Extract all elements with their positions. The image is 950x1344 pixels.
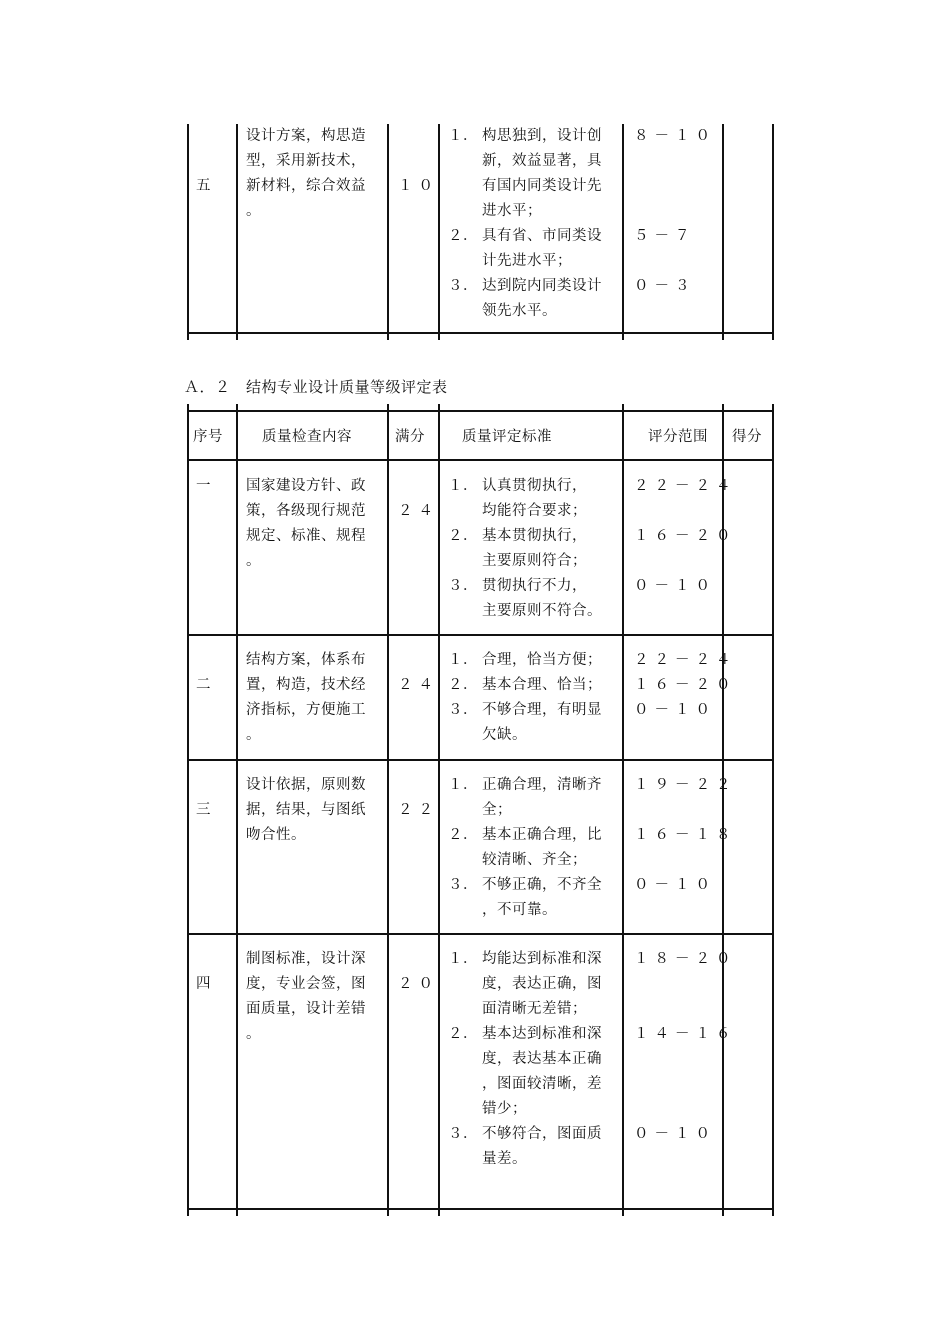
criterion-line: 主要原则不符合。 bbox=[482, 603, 602, 619]
score-range: １９－２２ bbox=[634, 777, 737, 793]
criterion-line: 主要原则符合； bbox=[482, 553, 587, 569]
content-line: 设计依据，原则数 bbox=[246, 777, 366, 793]
full-score: ２４ bbox=[398, 677, 439, 693]
criterion-line: 具有省、市同类设 bbox=[482, 228, 602, 244]
criterion-line: 贯彻执行不力， bbox=[482, 578, 587, 594]
criterion-number: ２． bbox=[448, 528, 478, 544]
criterion-line: 有国内同类设计先 bbox=[482, 178, 602, 194]
rule-tick bbox=[387, 326, 389, 340]
section-title: Ａ．２ 结构专业设计质量等级评定表 bbox=[184, 378, 448, 396]
criterion-number: ３． bbox=[448, 578, 478, 594]
score-range: １８－２０ bbox=[634, 951, 737, 967]
criterion-line: 全； bbox=[482, 802, 512, 818]
full-score: ２２ bbox=[398, 802, 439, 818]
criterion-line: 计先进水平； bbox=[482, 253, 572, 269]
column-rule bbox=[236, 124, 238, 340]
criterion-number: ３． bbox=[448, 278, 478, 294]
criterion-number: １． bbox=[448, 478, 478, 494]
content-line: 设计方案，构思造 bbox=[246, 128, 366, 144]
row-sequence: 二 bbox=[196, 677, 211, 693]
rule-tick bbox=[772, 326, 774, 340]
criterion-line: 度，表达正确，图 bbox=[482, 976, 602, 992]
content-line: 据，结果，与图纸 bbox=[246, 802, 366, 818]
row-bottom-rule bbox=[187, 933, 774, 935]
criterion-line: 新，效益显著，具 bbox=[482, 153, 602, 169]
criterion-number: ２． bbox=[448, 1026, 478, 1042]
criterion-line: 面清晰无差错； bbox=[482, 1001, 587, 1017]
rule-tick bbox=[622, 326, 624, 340]
criterion-number: １． bbox=[448, 777, 478, 793]
score-range: ８－１０ bbox=[634, 128, 716, 144]
score-range: １６－２０ bbox=[634, 528, 737, 544]
content-line: 制图标准，设计深 bbox=[246, 951, 366, 967]
header-score: 得分 bbox=[732, 429, 762, 445]
row-sequence: 四 bbox=[196, 976, 211, 992]
column-rule bbox=[187, 124, 189, 340]
score-range: ０－１０ bbox=[634, 877, 716, 893]
criterion-line: 不够合理，有明显 bbox=[482, 702, 602, 718]
score-range: ５－７ bbox=[634, 228, 696, 244]
full-score: １０ bbox=[398, 178, 439, 194]
criterion-line: ，图面较清晰，差 bbox=[482, 1076, 602, 1092]
score-range: ０－１０ bbox=[634, 578, 716, 594]
column-rule bbox=[236, 410, 238, 1216]
criterion-line: 均能达到标准和深 bbox=[482, 951, 602, 967]
header-range: 评分范围 bbox=[648, 429, 708, 445]
score-range: ０－１０ bbox=[634, 702, 716, 718]
header-criteria: 质量评定标准 bbox=[462, 429, 552, 445]
criterion-number: ３． bbox=[448, 702, 478, 718]
criterion-line: 不够正确，不齐全 bbox=[482, 877, 602, 893]
criterion-line: 构思独到，设计创 bbox=[482, 128, 602, 144]
criterion-line: 基本合理、恰当； bbox=[482, 677, 602, 693]
header-bottom-rule bbox=[187, 459, 774, 461]
content-line: 吻合性。 bbox=[246, 827, 306, 843]
content-line: 。 bbox=[246, 203, 261, 219]
score-range: １６－１８ bbox=[634, 827, 737, 843]
column-rule bbox=[438, 124, 440, 340]
criterion-number: ２． bbox=[448, 827, 478, 843]
column-rule bbox=[722, 124, 724, 340]
criterion-line: 基本正确合理，比 bbox=[482, 827, 602, 843]
score-range: １６－２０ bbox=[634, 677, 737, 693]
criterion-line: 量差。 bbox=[482, 1151, 527, 1167]
score-range: ２２－２４ bbox=[634, 478, 737, 494]
criterion-number: ３． bbox=[448, 1126, 478, 1142]
rule-tick bbox=[438, 326, 440, 340]
row-sequence: 五 bbox=[196, 178, 211, 194]
content-line: 。 bbox=[246, 553, 261, 569]
criterion-number: ３． bbox=[448, 877, 478, 893]
content-line: 置，构造，技术经 bbox=[246, 677, 366, 693]
column-rule bbox=[187, 410, 189, 1216]
criterion-line: 度，表达基本正确 bbox=[482, 1051, 602, 1067]
column-rule bbox=[387, 410, 389, 1216]
criterion-line: 基本贯彻执行， bbox=[482, 528, 587, 544]
criterion-line: ，不可靠。 bbox=[482, 902, 557, 918]
full-score: ２４ bbox=[398, 503, 439, 519]
criterion-line: 认真贯彻执行， bbox=[482, 478, 587, 494]
rule-tick bbox=[722, 326, 724, 340]
score-range: ２２－２４ bbox=[634, 652, 737, 668]
content-line: 国家建设方针、政 bbox=[246, 478, 366, 494]
row-bottom-rule bbox=[187, 1208, 774, 1210]
header-content: 质量检查内容 bbox=[262, 429, 352, 445]
content-line: 。 bbox=[246, 727, 261, 743]
content-line: 策，各级现行规范 bbox=[246, 503, 366, 519]
column-rule bbox=[622, 124, 624, 340]
column-rule bbox=[622, 410, 624, 1216]
header-seq: 序号 bbox=[193, 429, 223, 445]
content-line: 规定、标准、规程 bbox=[246, 528, 366, 544]
criterion-line: 基本达到标准和深 bbox=[482, 1026, 602, 1042]
column-rule bbox=[772, 410, 774, 1216]
criterion-line: 领先水平。 bbox=[482, 303, 557, 319]
criterion-line: 均能符合要求； bbox=[482, 503, 587, 519]
row-bottom-rule bbox=[187, 759, 774, 761]
content-line: 。 bbox=[246, 1026, 261, 1042]
criterion-number: １． bbox=[448, 128, 478, 144]
rule-tick bbox=[187, 326, 189, 340]
content-line: 型，采用新技术， bbox=[246, 153, 366, 169]
content-line: 结构方案，体系布 bbox=[246, 652, 366, 668]
criterion-line: 进水平； bbox=[482, 203, 542, 219]
column-rule bbox=[772, 124, 774, 340]
content-line: 面质量，设计差错 bbox=[246, 1001, 366, 1017]
criterion-number: １． bbox=[448, 951, 478, 967]
row-sequence: 三 bbox=[196, 802, 211, 818]
criterion-line: 不够符合，图面质 bbox=[482, 1126, 602, 1142]
top-table-bottom-rule bbox=[187, 332, 774, 334]
criterion-line: 达到院内同类设计 bbox=[482, 278, 602, 294]
criterion-line: 合理，恰当方便； bbox=[482, 652, 602, 668]
criterion-line: 欠缺。 bbox=[482, 727, 527, 743]
score-range: １４－１６ bbox=[634, 1026, 737, 1042]
rule-tick bbox=[236, 326, 238, 340]
criterion-line: 正确合理，清晰齐 bbox=[482, 777, 602, 793]
content-line: 度，专业会签，图 bbox=[246, 976, 366, 992]
criterion-number: ２． bbox=[448, 677, 478, 693]
content-line: 济指标，方便施工 bbox=[246, 702, 366, 718]
score-range: ０－１０ bbox=[634, 1126, 716, 1142]
criterion-number: １． bbox=[448, 652, 478, 668]
criterion-line: 错少； bbox=[482, 1101, 527, 1117]
row-bottom-rule bbox=[187, 634, 774, 636]
column-rule bbox=[387, 124, 389, 340]
content-line: 新材料，综合效益 bbox=[246, 178, 366, 194]
full-score: ２０ bbox=[398, 976, 439, 992]
row-sequence: 一 bbox=[196, 478, 211, 494]
table-top-rule bbox=[187, 410, 774, 412]
criterion-number: ２． bbox=[448, 228, 478, 244]
criterion-line: 较清晰、齐全； bbox=[482, 852, 587, 868]
score-range: ０－３ bbox=[634, 278, 696, 294]
header-full: 满分 bbox=[395, 429, 425, 445]
